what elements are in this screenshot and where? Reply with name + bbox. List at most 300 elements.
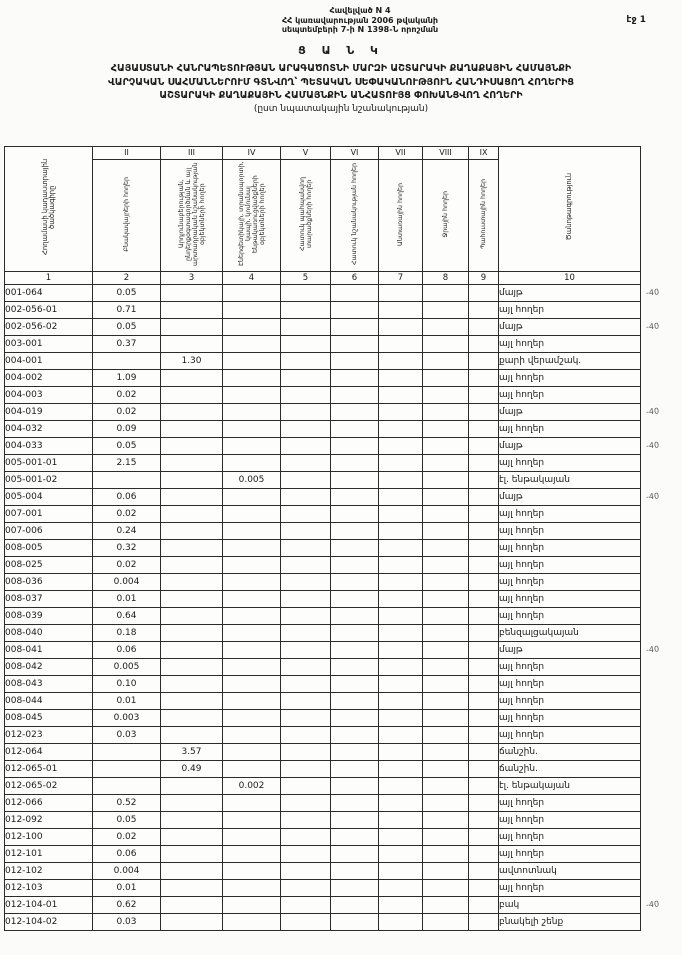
area-value — [161, 438, 223, 455]
area-value — [161, 591, 223, 608]
area-value — [469, 676, 499, 693]
roman-numeral-row — [5, 147, 641, 160]
area-value: 0.02 — [93, 557, 161, 574]
table-row — [5, 455, 641, 472]
area-value — [93, 472, 161, 489]
area-value — [223, 795, 281, 812]
area-value — [281, 591, 331, 608]
table-row — [5, 336, 641, 353]
area-value — [331, 302, 379, 319]
area-value — [331, 693, 379, 710]
area-value — [469, 319, 499, 336]
parcel-code: 004-001 — [5, 353, 93, 370]
area-value — [223, 336, 281, 353]
parcel-code: 012-100 — [5, 829, 93, 846]
area-value — [223, 421, 281, 438]
area-value — [93, 761, 161, 778]
area-value — [423, 642, 469, 659]
area-value — [379, 642, 423, 659]
area-value — [331, 778, 379, 795]
area-value — [469, 727, 499, 744]
area-value: 0.64 — [93, 608, 161, 625]
table-row — [5, 744, 641, 761]
table-row — [5, 608, 641, 625]
col-header-industrial-lands: Արդյունաբերության, ընդերքօգտագործման և այլ արտադրական նշանակության օբյեկտների հողեր — [161, 160, 223, 272]
page-number-label: էջ 1 — [626, 15, 646, 25]
area-value — [423, 812, 469, 829]
area-value — [281, 523, 331, 540]
parcel-code: 002-056-02 — [5, 319, 93, 336]
row-note: մայթ — [499, 285, 641, 302]
table-row — [5, 761, 641, 778]
area-value — [379, 574, 423, 591]
parcel-code: 008-045 — [5, 710, 93, 727]
margin-annotation: -40 — [645, 406, 660, 417]
area-value — [379, 540, 423, 557]
area-value — [93, 353, 161, 370]
area-value — [379, 336, 423, 353]
area-value — [223, 404, 281, 421]
col-header-water-lands: Ջրային հողեր — [423, 160, 469, 272]
table-row — [5, 574, 641, 591]
area-value — [281, 557, 331, 574]
area-value — [281, 625, 331, 642]
area-value — [469, 710, 499, 727]
area-value — [469, 557, 499, 574]
area-value — [223, 897, 281, 914]
table-row — [5, 795, 641, 812]
column-number-row — [5, 272, 641, 285]
area-value: 0.05 — [93, 319, 161, 336]
table-row — [5, 812, 641, 829]
table-row — [5, 659, 641, 676]
area-value — [223, 302, 281, 319]
area-value — [223, 370, 281, 387]
column-number: 9 — [469, 272, 499, 285]
table-row — [5, 829, 641, 846]
parcel-code: 004-033 — [5, 438, 93, 455]
parcel-code: 007-006 — [5, 523, 93, 540]
area-value — [469, 506, 499, 523]
area-value — [469, 608, 499, 625]
area-value — [331, 795, 379, 812]
area-value — [161, 659, 223, 676]
area-value — [223, 353, 281, 370]
parcel-code: 002-056-01 — [5, 302, 93, 319]
row-note: այլ հողեր — [499, 302, 641, 319]
area-value: 0.05 — [93, 285, 161, 302]
margin-annotation: -40 — [645, 321, 660, 332]
row-note: այլ հողեր — [499, 540, 641, 557]
area-value — [161, 693, 223, 710]
document-title: Ց Ա Ն Կ — [298, 44, 384, 57]
area-value: 0.002 — [223, 778, 281, 795]
column-number: 5 — [281, 272, 331, 285]
area-value: 0.005 — [223, 472, 281, 489]
area-value — [423, 506, 469, 523]
area-value — [161, 829, 223, 846]
area-value — [161, 897, 223, 914]
area-value: 0.03 — [93, 727, 161, 744]
area-value: 0.01 — [93, 880, 161, 897]
row-note: այլ հողեր — [499, 880, 641, 897]
parcel-code: 012-092 — [5, 812, 93, 829]
area-value — [223, 625, 281, 642]
area-value — [423, 370, 469, 387]
parcel-code: 012-104-01 — [5, 897, 93, 914]
area-value — [331, 387, 379, 404]
area-value — [281, 319, 331, 336]
area-value — [423, 353, 469, 370]
area-value — [281, 659, 331, 676]
area-value — [379, 761, 423, 778]
area-value — [223, 319, 281, 336]
area-value — [423, 387, 469, 404]
area-value — [423, 727, 469, 744]
parcel-code: 008-005 — [5, 540, 93, 557]
area-value: 1.30 — [161, 353, 223, 370]
area-value — [161, 319, 223, 336]
table-row — [5, 914, 641, 931]
area-value: 0.62 — [93, 897, 161, 914]
area-value: 0.004 — [93, 574, 161, 591]
area-value — [161, 523, 223, 540]
area-value — [469, 387, 499, 404]
area-value: 0.37 — [93, 336, 161, 353]
area-value: 0.49 — [161, 761, 223, 778]
area-value — [331, 608, 379, 625]
margin-marks — [644, 146, 680, 946]
area-value — [281, 812, 331, 829]
area-value — [379, 914, 423, 931]
area-value — [379, 404, 423, 421]
land-parcels-table — [4, 146, 641, 931]
parcel-code: 012-103 — [5, 880, 93, 897]
area-value — [423, 319, 469, 336]
margin-annotation: -40 — [645, 491, 660, 502]
row-note: այլ հողեր — [499, 336, 641, 353]
row-note: մայթ — [499, 489, 641, 506]
area-value — [331, 540, 379, 557]
parcel-code: 012-102 — [5, 863, 93, 880]
area-value — [161, 914, 223, 931]
table-row — [5, 370, 641, 387]
area-value — [379, 778, 423, 795]
row-note: այլ հողեր — [499, 557, 641, 574]
area-value — [469, 846, 499, 863]
area-value: 0.01 — [93, 693, 161, 710]
area-value — [469, 812, 499, 829]
area-value — [331, 472, 379, 489]
parcel-code: 008-039 — [5, 608, 93, 625]
column-number: 4 — [223, 272, 281, 285]
area-value — [161, 846, 223, 863]
area-value — [469, 591, 499, 608]
area-value — [423, 693, 469, 710]
area-value — [281, 897, 331, 914]
area-value — [423, 302, 469, 319]
row-note: այլ հողեր — [499, 370, 641, 387]
parcel-code: 012-101 — [5, 846, 93, 863]
document-subtitle — [0, 62, 682, 116]
area-value — [469, 829, 499, 846]
area-value — [223, 863, 281, 880]
row-note: այլ հողեր — [499, 523, 641, 540]
area-value — [331, 404, 379, 421]
table-row — [5, 863, 641, 880]
area-value — [331, 676, 379, 693]
area-value: 2.15 — [93, 455, 161, 472]
area-value — [331, 591, 379, 608]
table-row — [5, 421, 641, 438]
area-value — [331, 557, 379, 574]
area-value — [161, 710, 223, 727]
area-value — [469, 574, 499, 591]
area-value: 0.005 — [93, 659, 161, 676]
area-value — [469, 421, 499, 438]
area-value — [423, 472, 469, 489]
area-value — [223, 659, 281, 676]
parcel-code: 005-001-02 — [5, 472, 93, 489]
area-value — [331, 489, 379, 506]
area-value — [281, 829, 331, 846]
area-value — [379, 557, 423, 574]
area-value — [331, 880, 379, 897]
parcel-code: 004-032 — [5, 421, 93, 438]
row-note: քարի վերամշակ. — [499, 353, 641, 370]
area-value — [423, 710, 469, 727]
column-number: 3 — [161, 272, 223, 285]
row-note: մայթ — [499, 642, 641, 659]
area-value — [469, 285, 499, 302]
area-value — [379, 897, 423, 914]
area-value: 0.06 — [93, 642, 161, 659]
row-note: այլ հողեր — [499, 693, 641, 710]
area-value — [469, 336, 499, 353]
area-value — [379, 523, 423, 540]
area-value — [281, 727, 331, 744]
parcel-code: 004-003 — [5, 387, 93, 404]
area-value: 0.06 — [93, 489, 161, 506]
area-value — [423, 404, 469, 421]
row-note: ճանշին. — [499, 761, 641, 778]
area-value — [281, 744, 331, 761]
area-value — [469, 761, 499, 778]
column-number: 1 — [5, 272, 93, 285]
area-value — [281, 387, 331, 404]
document-header — [110, 6, 610, 35]
area-value — [423, 421, 469, 438]
area-value — [223, 523, 281, 540]
area-value — [281, 353, 331, 370]
area-value — [331, 710, 379, 727]
row-note: այլ հողեր — [499, 795, 641, 812]
row-note: այլ հողեր — [499, 710, 641, 727]
area-value — [379, 676, 423, 693]
area-value — [423, 489, 469, 506]
parcel-code: 004-019 — [5, 404, 93, 421]
area-value — [281, 336, 331, 353]
row-note: մայթ — [499, 438, 641, 455]
area-value — [281, 438, 331, 455]
area-value — [331, 319, 379, 336]
row-note: այլ հողեր — [499, 574, 641, 591]
area-value — [223, 574, 281, 591]
col-header-remarks: Ծանոթագրություն — [499, 147, 641, 272]
area-value — [331, 438, 379, 455]
area-value — [469, 438, 499, 455]
area-value — [469, 897, 499, 914]
area-value — [281, 421, 331, 438]
table-row — [5, 404, 641, 421]
area-value — [161, 489, 223, 506]
area-value: 0.004 — [93, 863, 161, 880]
area-value — [379, 370, 423, 387]
area-value: 0.24 — [93, 523, 161, 540]
area-value — [93, 778, 161, 795]
roman-numeral: IX — [469, 147, 499, 160]
table-row — [5, 676, 641, 693]
parcel-code: 003-001 — [5, 336, 93, 353]
area-value — [331, 812, 379, 829]
area-value — [331, 897, 379, 914]
parcel-code: 005-004 — [5, 489, 93, 506]
area-value — [469, 489, 499, 506]
area-value — [423, 761, 469, 778]
area-value — [161, 302, 223, 319]
area-value — [423, 863, 469, 880]
table-row — [5, 557, 641, 574]
area-value — [281, 761, 331, 778]
area-value — [379, 438, 423, 455]
area-value — [281, 302, 331, 319]
col-header-parcel-code: Հողամասի կադաստրային ծածկագիրը — [5, 147, 93, 272]
area-value — [331, 863, 379, 880]
roman-numeral: III — [161, 147, 223, 160]
area-value — [469, 353, 499, 370]
area-value — [379, 846, 423, 863]
row-note: ճանշին. — [499, 744, 641, 761]
parcel-code: 008-041 — [5, 642, 93, 659]
area-value — [379, 472, 423, 489]
area-value — [469, 914, 499, 931]
decree-line: սեպտեմբերի 7-ի N 1398-Ն որոշման — [281, 25, 439, 34]
area-value — [469, 642, 499, 659]
area-value — [161, 812, 223, 829]
area-value — [281, 608, 331, 625]
area-value: 0.02 — [93, 404, 161, 421]
area-value — [379, 659, 423, 676]
col-header-protected-lands: Հատուկ պահպանվող տարածքների հողեր — [281, 160, 331, 272]
area-value — [379, 744, 423, 761]
parcel-code: 012-064 — [5, 744, 93, 761]
area-value — [161, 540, 223, 557]
area-value — [423, 336, 469, 353]
annex-line: Հավելված N 4 — [329, 6, 391, 15]
row-note: մայթ — [499, 319, 641, 336]
table-row — [5, 846, 641, 863]
area-value: 0.18 — [93, 625, 161, 642]
area-value — [423, 846, 469, 863]
roman-numeral: V — [281, 147, 331, 160]
area-value — [423, 455, 469, 472]
col-header-forest-lands: Անտառային հողեր — [379, 160, 423, 272]
area-value: 0.02 — [93, 506, 161, 523]
col-header-settlement-lands: Բնակավայրերի հողեր — [93, 160, 161, 272]
row-note: այլ հողեր — [499, 659, 641, 676]
area-value — [469, 693, 499, 710]
row-note: այլ հողեր — [499, 421, 641, 438]
area-value — [423, 897, 469, 914]
table-row — [5, 897, 641, 914]
row-note: էլ. ենթակայան — [499, 472, 641, 489]
area-value — [469, 302, 499, 319]
table-row — [5, 506, 641, 523]
table-row — [5, 302, 641, 319]
parcel-code: 007-001 — [5, 506, 93, 523]
parcel-code: 012-065-01 — [5, 761, 93, 778]
area-value: 0.32 — [93, 540, 161, 557]
table-row — [5, 285, 641, 302]
row-note: այլ հողեր — [499, 608, 641, 625]
table-row — [5, 540, 641, 557]
area-value — [331, 506, 379, 523]
area-value — [223, 489, 281, 506]
area-value — [379, 506, 423, 523]
column-number: 8 — [423, 272, 469, 285]
roman-numeral: VIII — [423, 147, 469, 160]
area-value — [223, 285, 281, 302]
area-value — [379, 285, 423, 302]
subtitle-line-3: ԱՇՏԱՐԱԿԻ ՔԱՂԱՔԱՅԻՆ ՀԱՄԱՅՆՔԻՆ ԱՆՀԱՏՈՒՅՑ ՓՈԽԱՆՑՎՈՂ ՀՈՂԵՐԻ — [159, 90, 523, 101]
area-value — [281, 676, 331, 693]
area-value — [423, 829, 469, 846]
col-header-reserve-lands: Պահուստային հողեր — [469, 160, 499, 272]
area-value — [331, 744, 379, 761]
margin-annotation: -40 — [645, 899, 660, 910]
parcel-code: 008-040 — [5, 625, 93, 642]
area-value — [469, 455, 499, 472]
parcel-code: 008-043 — [5, 676, 93, 693]
area-value — [161, 336, 223, 353]
area-value — [161, 574, 223, 591]
area-value — [379, 727, 423, 744]
area-value — [223, 676, 281, 693]
area-value — [223, 761, 281, 778]
area-value — [161, 863, 223, 880]
area-value — [331, 353, 379, 370]
table-row — [5, 642, 641, 659]
area-value — [469, 778, 499, 795]
row-note: այլ հողեր — [499, 727, 641, 744]
area-value — [423, 795, 469, 812]
area-value — [161, 557, 223, 574]
area-value — [423, 574, 469, 591]
area-value: 0.52 — [93, 795, 161, 812]
table-row — [5, 727, 641, 744]
area-value — [469, 744, 499, 761]
area-value — [281, 710, 331, 727]
area-value — [93, 744, 161, 761]
roman-numeral: IV — [223, 147, 281, 160]
row-note: այլ հողեր — [499, 506, 641, 523]
area-value — [281, 574, 331, 591]
area-value — [281, 846, 331, 863]
area-value — [331, 914, 379, 931]
table-row — [5, 523, 641, 540]
area-value — [469, 540, 499, 557]
area-value — [161, 727, 223, 744]
